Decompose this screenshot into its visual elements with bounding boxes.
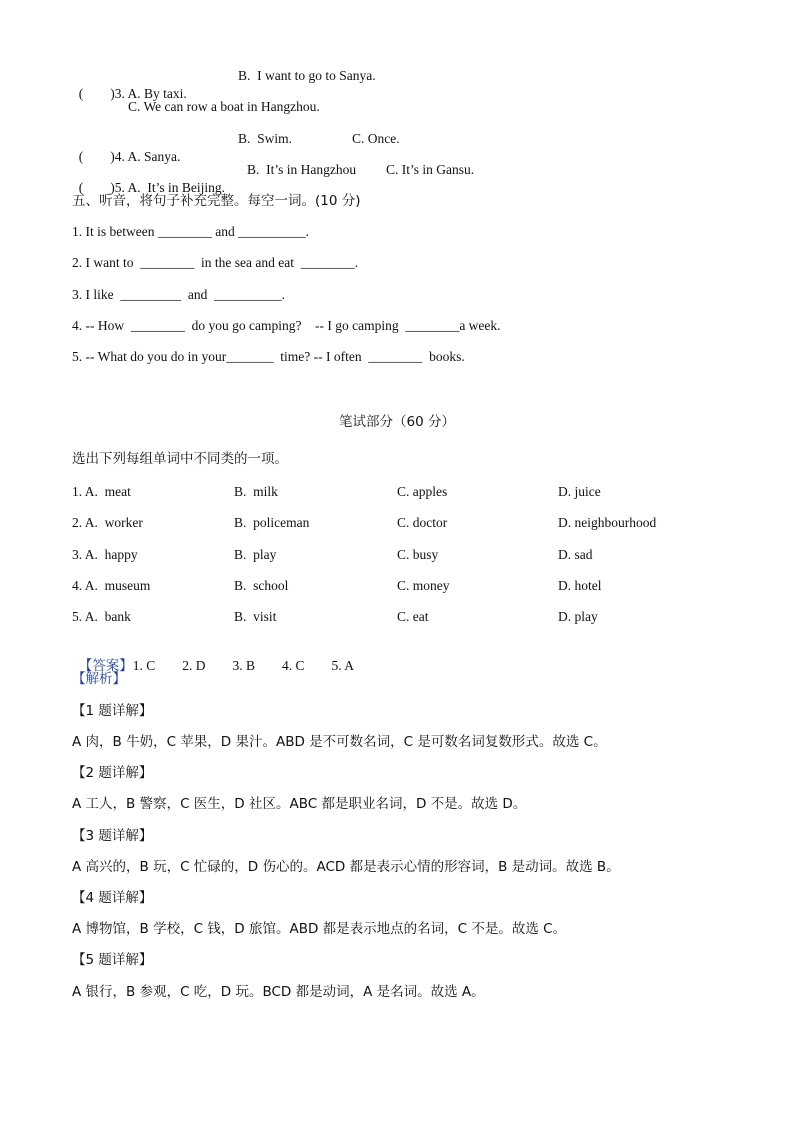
- group-5-a: 5. A. bank: [72, 609, 131, 624]
- fill-sentence-5: 5. -- What do you do in your_______ time? -- I often ________ books.: [72, 349, 465, 364]
- option-c: C. We can row a boat in Hangzhou.: [128, 99, 320, 114]
- analysis-label: 【解析】: [72, 671, 126, 687]
- detail-2-label: 【2 题详解】: [72, 765, 153, 781]
- fill-sentence-3: 3. I like _________ and __________.: [72, 287, 285, 302]
- fill-sentence-1: 1. It is between ________ and __________.: [72, 224, 309, 239]
- detail-3-label: 【3 题详解】: [72, 828, 153, 844]
- detail-1-text: A 肉，B 牛奶，C 苹果，D 果汁。ABD 是不可数名词，C 是可数名词复数形式。故选 C。: [72, 734, 607, 750]
- option-a: 5. A. It’s in Beijing.: [114, 180, 226, 195]
- group-2-b: B. policeman: [234, 515, 310, 530]
- detail-2-text: A 工人，B 警察，C 医生，D 社区。ABC 都是职业名词，D 不是。故选 D。: [72, 796, 527, 812]
- option-b: B. Swim.: [238, 131, 293, 146]
- group-4-d: D. hotel: [558, 578, 602, 593]
- choose-instruction: 选出下列每组单词中不同类的一项。: [72, 451, 288, 467]
- answer-paren: ( ): [78, 86, 115, 101]
- group-4-c: C. money: [397, 578, 450, 593]
- group-4-a: 4. A. museum: [72, 578, 151, 593]
- group-1-b: B. milk: [234, 484, 278, 499]
- group-2-a: 2. A. worker: [72, 515, 143, 530]
- detail-4-text: A 博物馆，B 学校，C 钱，D 旅馆。ABD 都是表示地点的名词，C 不是。故选 C。: [72, 921, 567, 937]
- group-1-a: 1. A. meat: [72, 484, 131, 499]
- group-3-c: C. busy: [397, 547, 439, 562]
- group-4-b: B. school: [234, 578, 289, 593]
- detail-5-label: 【5 题详解】: [72, 952, 153, 968]
- written-part-title: 笔试部分（60 分）: [339, 414, 455, 430]
- option-a: 4. A. Sanya.: [114, 149, 181, 164]
- detail-5-text: A 银行，B 参观，C 吃，D 玩。BCD 都是动词，A 是名词。故选 A。: [72, 984, 485, 1000]
- option-b: B. I want to go to Sanya.: [238, 68, 376, 83]
- answer-values: 1. C 2. D 3. B 4. C 5. A: [132, 658, 355, 673]
- fill-sentence-4: 4. -- How ________ do you go camping? -- I go camping ________a week.: [72, 318, 501, 333]
- group-5-c: C. eat: [397, 609, 429, 624]
- detail-3-text: A 高兴的，B 玩，C 忙碌的，D 伤心的。ACD 都是表示心情的形容词，B 是动词。故选 B。: [72, 859, 620, 875]
- group-3-b: B. play: [234, 547, 277, 562]
- group-5-b: B. visit: [234, 609, 277, 624]
- detail-1-label: 【1 题详解】: [72, 703, 153, 719]
- group-2-c: C. doctor: [397, 515, 448, 530]
- group-2-d: D. neighbourhood: [558, 515, 657, 530]
- fill-sentence-2: 2. I want to ________ in the sea and eat ________.: [72, 255, 359, 270]
- group-5-d: D. play: [558, 609, 598, 624]
- option-c: C. It’s in Gansu.: [386, 162, 475, 177]
- option-c: C. Once.: [352, 131, 400, 146]
- answer-paren: ( ): [78, 180, 115, 195]
- answer-paren: ( ): [78, 149, 115, 164]
- option-b: B. It’s in Hangzhou: [247, 162, 357, 177]
- option-a: 3. A. By taxi.: [114, 86, 187, 101]
- section-five-title: 五、听音，将句子补充完整。每空一词。(10 分): [72, 193, 361, 209]
- detail-4-label: 【4 题详解】: [72, 890, 153, 906]
- group-1-d: D. juice: [558, 484, 601, 499]
- group-3-a: 3. A. happy: [72, 547, 138, 562]
- group-3-d: D. sad: [558, 547, 593, 562]
- answer-label: 【答案】: [78, 658, 133, 674]
- group-1-c: C. apples: [397, 484, 448, 499]
